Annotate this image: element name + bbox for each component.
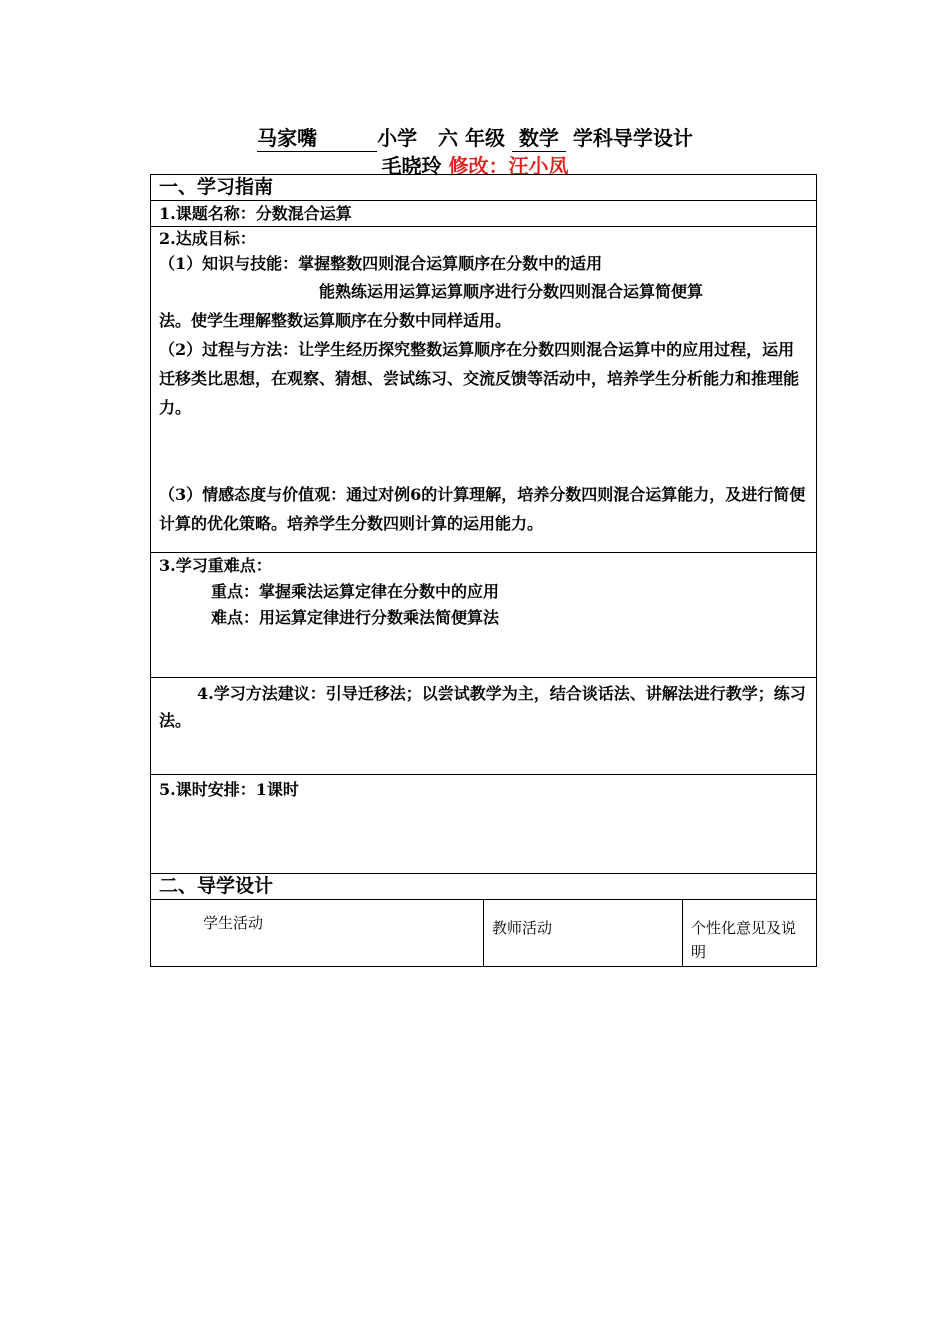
school-suffix: 小学 (377, 126, 418, 150)
grade-suffix: 年级 (464, 126, 505, 150)
key-title: 3.学习重难点： (159, 556, 272, 575)
schedule-cell (151, 775, 817, 874)
goal3: （3）情感态度与价值观：通过对例6的计算理解，培养分数四则混合运算能力，及进行简便计算的优化策略。培养学生分数四则计算的运用能力。 (159, 485, 806, 533)
col-personal: 个性化意见及说明 (691, 919, 797, 961)
student-activity-cell (151, 900, 484, 967)
teacher-activity-cell (484, 900, 683, 967)
subject: 数学 (518, 126, 559, 150)
grade: 六 (438, 126, 459, 150)
key-points-cell (151, 553, 817, 678)
goal1-line2: 能熟练运用运算运算顺序进行分数四则混合运算简便算 (319, 282, 704, 301)
method-cell (151, 678, 817, 775)
goal2: （2）过程与方法：让学生经历探究整数运算顺序在分数四则混合运算中的应用过程，运用迁移类比思想，在观察、猜想、尝试练习、交流反馈等活动中，培养学生分析能力和推理能力。 (159, 340, 800, 417)
lesson-plan-table (150, 174, 817, 967)
method: 4.学习方法建议：引导迁移法；以尝试教学为主，结合谈话法、讲解法进行教学；练习法。 (159, 684, 806, 730)
author-line (0, 150, 950, 176)
topic-cell (151, 201, 817, 227)
key-point: 重点：掌握乘法运算定律在分数中的应用 (211, 582, 500, 601)
doc-type: 学科导学设计 (572, 126, 693, 150)
goal1-line3: 法。使学生理解整数运算顺序在分数中同样适用。 (159, 311, 512, 330)
col-student: 学生活动 (203, 914, 264, 932)
personal-notes-cell (683, 900, 817, 967)
section2-heading-cell (151, 874, 817, 900)
section1-heading-cell (151, 175, 817, 201)
schedule: 5.课时安排：1课时 (159, 780, 299, 799)
editor: 汪小凤 (508, 154, 569, 178)
school-name: 马家嘴 (257, 122, 377, 152)
section2-heading: 二、导学设计 (159, 875, 274, 897)
difficult-point: 难点：用运算定律进行分数乘法简便算法 (211, 608, 500, 627)
author: 毛晓玲 (381, 154, 442, 178)
section1-heading: 一、学习指南 (159, 176, 274, 198)
goals-title: 2.达成目标： (159, 229, 256, 248)
document-title (0, 122, 950, 152)
goal1-line1: （1）知识与技能：掌握整数四则混合运算顺序在分数中的适用 (159, 254, 603, 273)
goals-cell (151, 227, 817, 553)
topic: 1.课题名称：分数混合运算 (159, 204, 352, 223)
editor-label: 修改： (448, 154, 509, 178)
col-teacher: 教师活动 (492, 919, 553, 937)
